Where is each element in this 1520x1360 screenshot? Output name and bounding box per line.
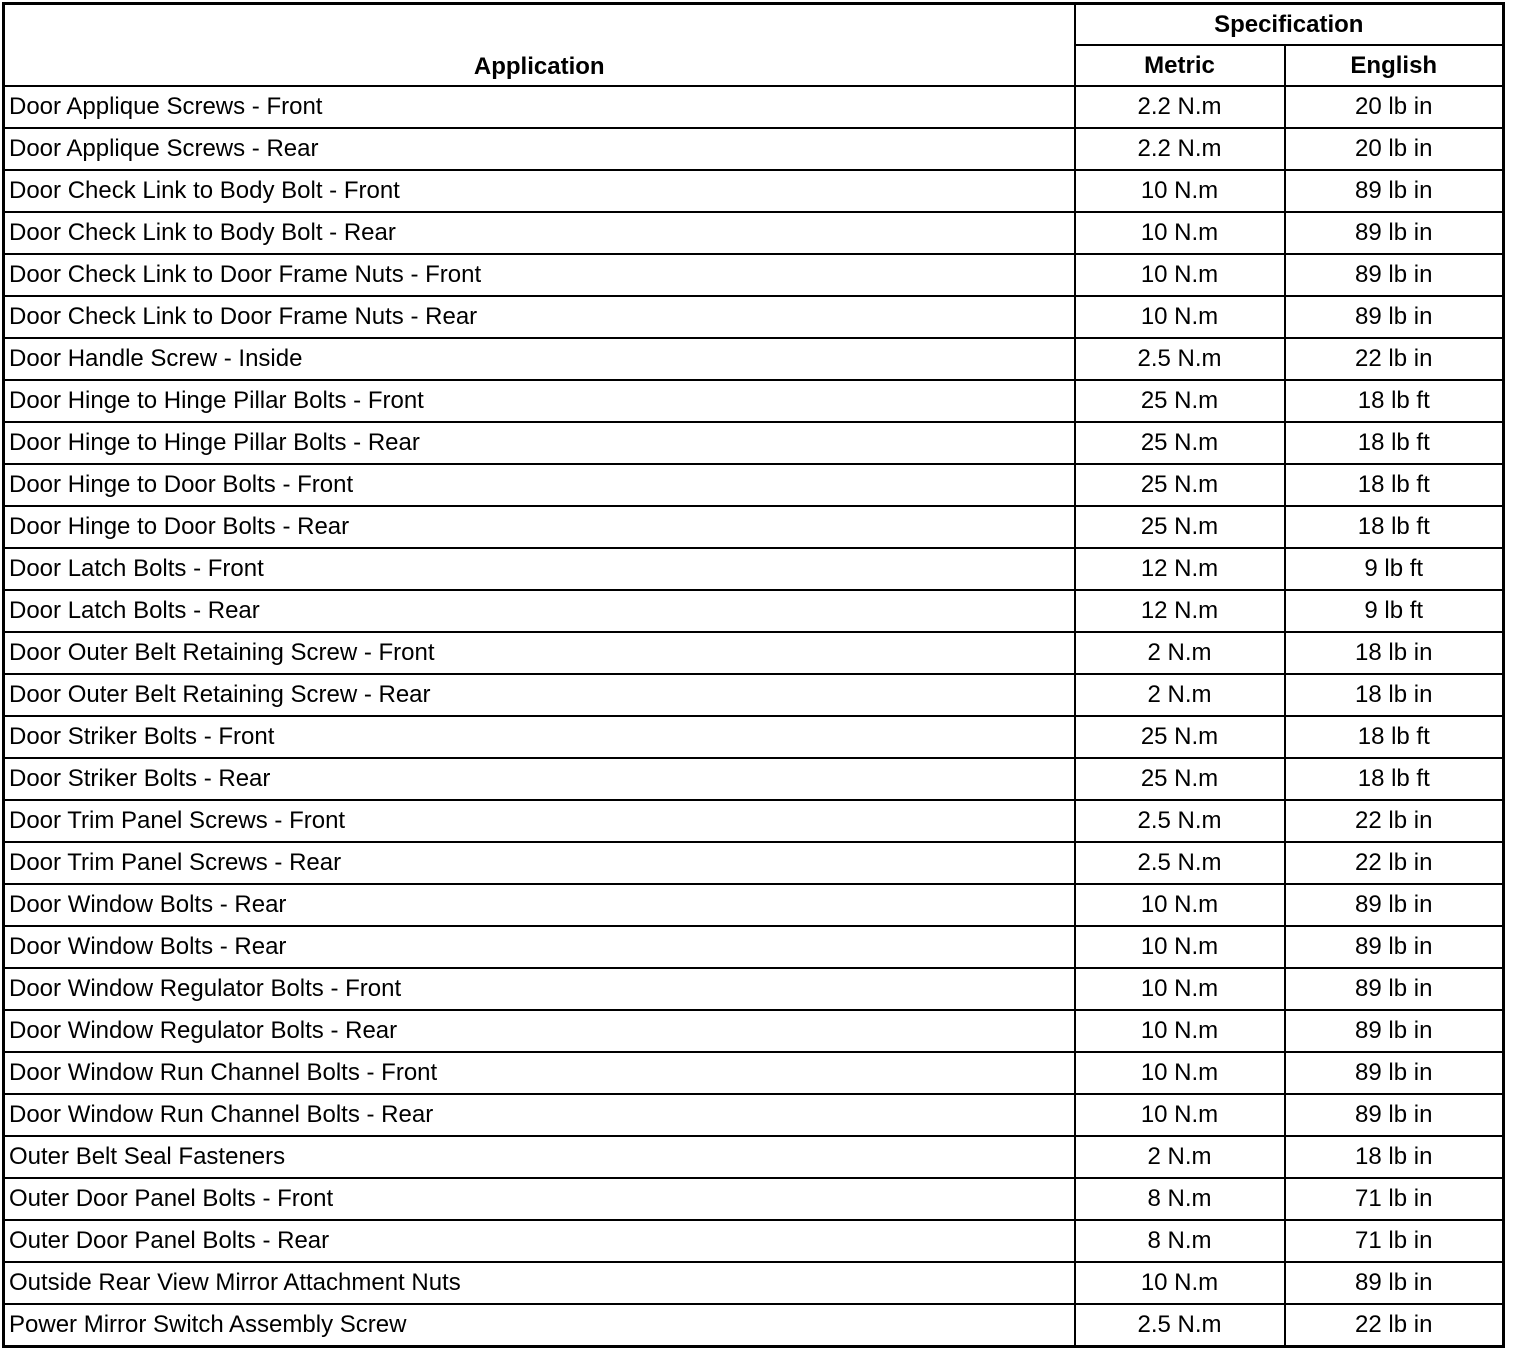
table-row: [4, 884, 1504, 926]
fastener-torque-spec-table: [2, 2, 1505, 1348]
english-value-cell: 18 lb ft: [1285, 716, 1504, 758]
application-cell: Door Outer Belt Retaining Screw - Front: [4, 632, 1075, 674]
application-cell: Door Hinge to Hinge Pillar Bolts - Rear: [4, 422, 1075, 464]
english-value-cell: 18 lb ft: [1285, 464, 1504, 506]
table-row: [4, 632, 1504, 674]
table-row: [4, 968, 1504, 1010]
english-value-cell: 89 lb in: [1285, 968, 1504, 1010]
application-cell: Door Handle Screw - Inside: [4, 338, 1075, 380]
application-cell: Door Hinge to Door Bolts - Front: [4, 464, 1075, 506]
table-row: [4, 1010, 1504, 1052]
application-cell: Door Trim Panel Screws - Front: [4, 800, 1075, 842]
english-value-cell: 18 lb ft: [1285, 380, 1504, 422]
english-value-cell: 22 lb in: [1285, 842, 1504, 884]
metric-value-cell: 25 N.m: [1075, 380, 1285, 422]
table-row: [4, 800, 1504, 842]
table-row: [4, 674, 1504, 716]
metric-value-cell: 2.5 N.m: [1075, 338, 1285, 380]
table-row: [4, 506, 1504, 548]
application-cell: Outer Door Panel Bolts - Rear: [4, 1220, 1075, 1262]
table-row: [4, 1052, 1504, 1094]
metric-value-cell: 25 N.m: [1075, 422, 1285, 464]
table-row: [4, 86, 1504, 128]
application-cell: Door Striker Bolts - Rear: [4, 758, 1075, 800]
metric-value-cell: 10 N.m: [1075, 926, 1285, 968]
specification-group-header: Specification: [1075, 4, 1504, 46]
application-cell: Door Outer Belt Retaining Screw - Rear: [4, 674, 1075, 716]
metric-value-cell: 10 N.m: [1075, 968, 1285, 1010]
metric-value-cell: 2.5 N.m: [1075, 800, 1285, 842]
metric-value-cell: 25 N.m: [1075, 758, 1285, 800]
english-value-cell: 89 lb in: [1285, 1010, 1504, 1052]
metric-value-cell: 2.2 N.m: [1075, 86, 1285, 128]
table-row: [4, 1178, 1504, 1220]
metric-value-cell: 10 N.m: [1075, 170, 1285, 212]
metric-value-cell: 2 N.m: [1075, 674, 1285, 716]
application-cell: Door Latch Bolts - Rear: [4, 590, 1075, 632]
application-cell: Outside Rear View Mirror Attachment Nuts: [4, 1262, 1075, 1304]
metric-value-cell: 2.5 N.m: [1075, 1304, 1285, 1347]
english-value-cell: 71 lb in: [1285, 1178, 1504, 1220]
table-row: [4, 926, 1504, 968]
english-value-cell: 89 lb in: [1285, 1052, 1504, 1094]
table-row: [4, 296, 1504, 338]
application-cell: Door Trim Panel Screws - Rear: [4, 842, 1075, 884]
application-cell: Door Latch Bolts - Front: [4, 548, 1075, 590]
table-row: [4, 1262, 1504, 1304]
english-value-cell: 89 lb in: [1285, 1262, 1504, 1304]
application-cell: Outer Door Panel Bolts - Front: [4, 1178, 1075, 1220]
metric-value-cell: 8 N.m: [1075, 1178, 1285, 1220]
table-row: [4, 128, 1504, 170]
english-value-cell: 18 lb ft: [1285, 758, 1504, 800]
english-value-cell: 22 lb in: [1285, 338, 1504, 380]
table-row: [4, 758, 1504, 800]
english-value-cell: 89 lb in: [1285, 926, 1504, 968]
english-value-cell: 18 lb in: [1285, 1136, 1504, 1178]
english-value-cell: 89 lb in: [1285, 884, 1504, 926]
metric-value-cell: 25 N.m: [1075, 464, 1285, 506]
application-cell: Door Window Bolts - Rear: [4, 926, 1075, 968]
metric-value-cell: 2.2 N.m: [1075, 128, 1285, 170]
english-value-cell: 9 lb ft: [1285, 590, 1504, 632]
table-row: [4, 1094, 1504, 1136]
header-row-top: [4, 4, 1504, 46]
table-row: [4, 842, 1504, 884]
metric-value-cell: 2.5 N.m: [1075, 842, 1285, 884]
table-row: [4, 548, 1504, 590]
english-value-cell: 18 lb ft: [1285, 506, 1504, 548]
english-value-cell: 89 lb in: [1285, 170, 1504, 212]
english-value-cell: 89 lb in: [1285, 254, 1504, 296]
metric-value-cell: 2 N.m: [1075, 1136, 1285, 1178]
metric-value-cell: 12 N.m: [1075, 590, 1285, 632]
table-row: [4, 1304, 1504, 1347]
table-row: [4, 338, 1504, 380]
metric-value-cell: 8 N.m: [1075, 1220, 1285, 1262]
metric-value-cell: 10 N.m: [1075, 1262, 1285, 1304]
metric-value-cell: 10 N.m: [1075, 1052, 1285, 1094]
metric-column-header: Metric: [1075, 45, 1285, 86]
metric-value-cell: 25 N.m: [1075, 716, 1285, 758]
metric-value-cell: 10 N.m: [1075, 296, 1285, 338]
table-body: [4, 86, 1504, 1347]
application-cell: Door Hinge to Hinge Pillar Bolts - Front: [4, 380, 1075, 422]
metric-value-cell: 10 N.m: [1075, 1094, 1285, 1136]
application-cell: Door Window Run Channel Bolts - Rear: [4, 1094, 1075, 1136]
english-value-cell: 20 lb in: [1285, 86, 1504, 128]
english-value-cell: 22 lb in: [1285, 1304, 1504, 1347]
english-value-cell: 89 lb in: [1285, 296, 1504, 338]
metric-value-cell: 2 N.m: [1075, 632, 1285, 674]
table-row: [4, 716, 1504, 758]
english-value-cell: 71 lb in: [1285, 1220, 1504, 1262]
application-cell: Door Check Link to Body Bolt - Front: [4, 170, 1075, 212]
table-row: [4, 1220, 1504, 1262]
table-row: [4, 464, 1504, 506]
application-cell: Door Applique Screws - Rear: [4, 128, 1075, 170]
english-value-cell: 9 lb ft: [1285, 548, 1504, 590]
application-cell: Door Check Link to Door Frame Nuts - Front: [4, 254, 1075, 296]
english-value-cell: 20 lb in: [1285, 128, 1504, 170]
application-cell: Door Check Link to Door Frame Nuts - Rear: [4, 296, 1075, 338]
english-value-cell: 89 lb in: [1285, 212, 1504, 254]
metric-value-cell: 10 N.m: [1075, 254, 1285, 296]
application-cell: Door Applique Screws - Front: [4, 86, 1075, 128]
table-row: [4, 380, 1504, 422]
metric-value-cell: 10 N.m: [1075, 212, 1285, 254]
application-cell: Outer Belt Seal Fasteners: [4, 1136, 1075, 1178]
metric-value-cell: 12 N.m: [1075, 548, 1285, 590]
application-cell: Door Window Regulator Bolts - Rear: [4, 1010, 1075, 1052]
application-cell: Door Window Regulator Bolts - Front: [4, 968, 1075, 1010]
table-row: [4, 590, 1504, 632]
application-cell: Door Striker Bolts - Front: [4, 716, 1075, 758]
table-row: [4, 422, 1504, 464]
application-cell: Door Check Link to Body Bolt - Rear: [4, 212, 1075, 254]
application-column-header: Application: [4, 4, 1075, 87]
table-row: [4, 212, 1504, 254]
english-value-cell: 89 lb in: [1285, 1094, 1504, 1136]
metric-value-cell: 10 N.m: [1075, 884, 1285, 926]
application-cell: Door Window Bolts - Rear: [4, 884, 1075, 926]
application-cell: Door Window Run Channel Bolts - Front: [4, 1052, 1075, 1094]
english-value-cell: 22 lb in: [1285, 800, 1504, 842]
metric-value-cell: 25 N.m: [1075, 506, 1285, 548]
table-row: [4, 170, 1504, 212]
application-cell: Power Mirror Switch Assembly Screw: [4, 1304, 1075, 1347]
english-value-cell: 18 lb in: [1285, 674, 1504, 716]
metric-value-cell: 10 N.m: [1075, 1010, 1285, 1052]
english-value-cell: 18 lb ft: [1285, 422, 1504, 464]
english-value-cell: 18 lb in: [1285, 632, 1504, 674]
table-row: [4, 1136, 1504, 1178]
table-row: [4, 254, 1504, 296]
english-column-header: English: [1285, 45, 1504, 86]
table-header: [4, 4, 1504, 87]
application-cell: Door Hinge to Door Bolts - Rear: [4, 506, 1075, 548]
